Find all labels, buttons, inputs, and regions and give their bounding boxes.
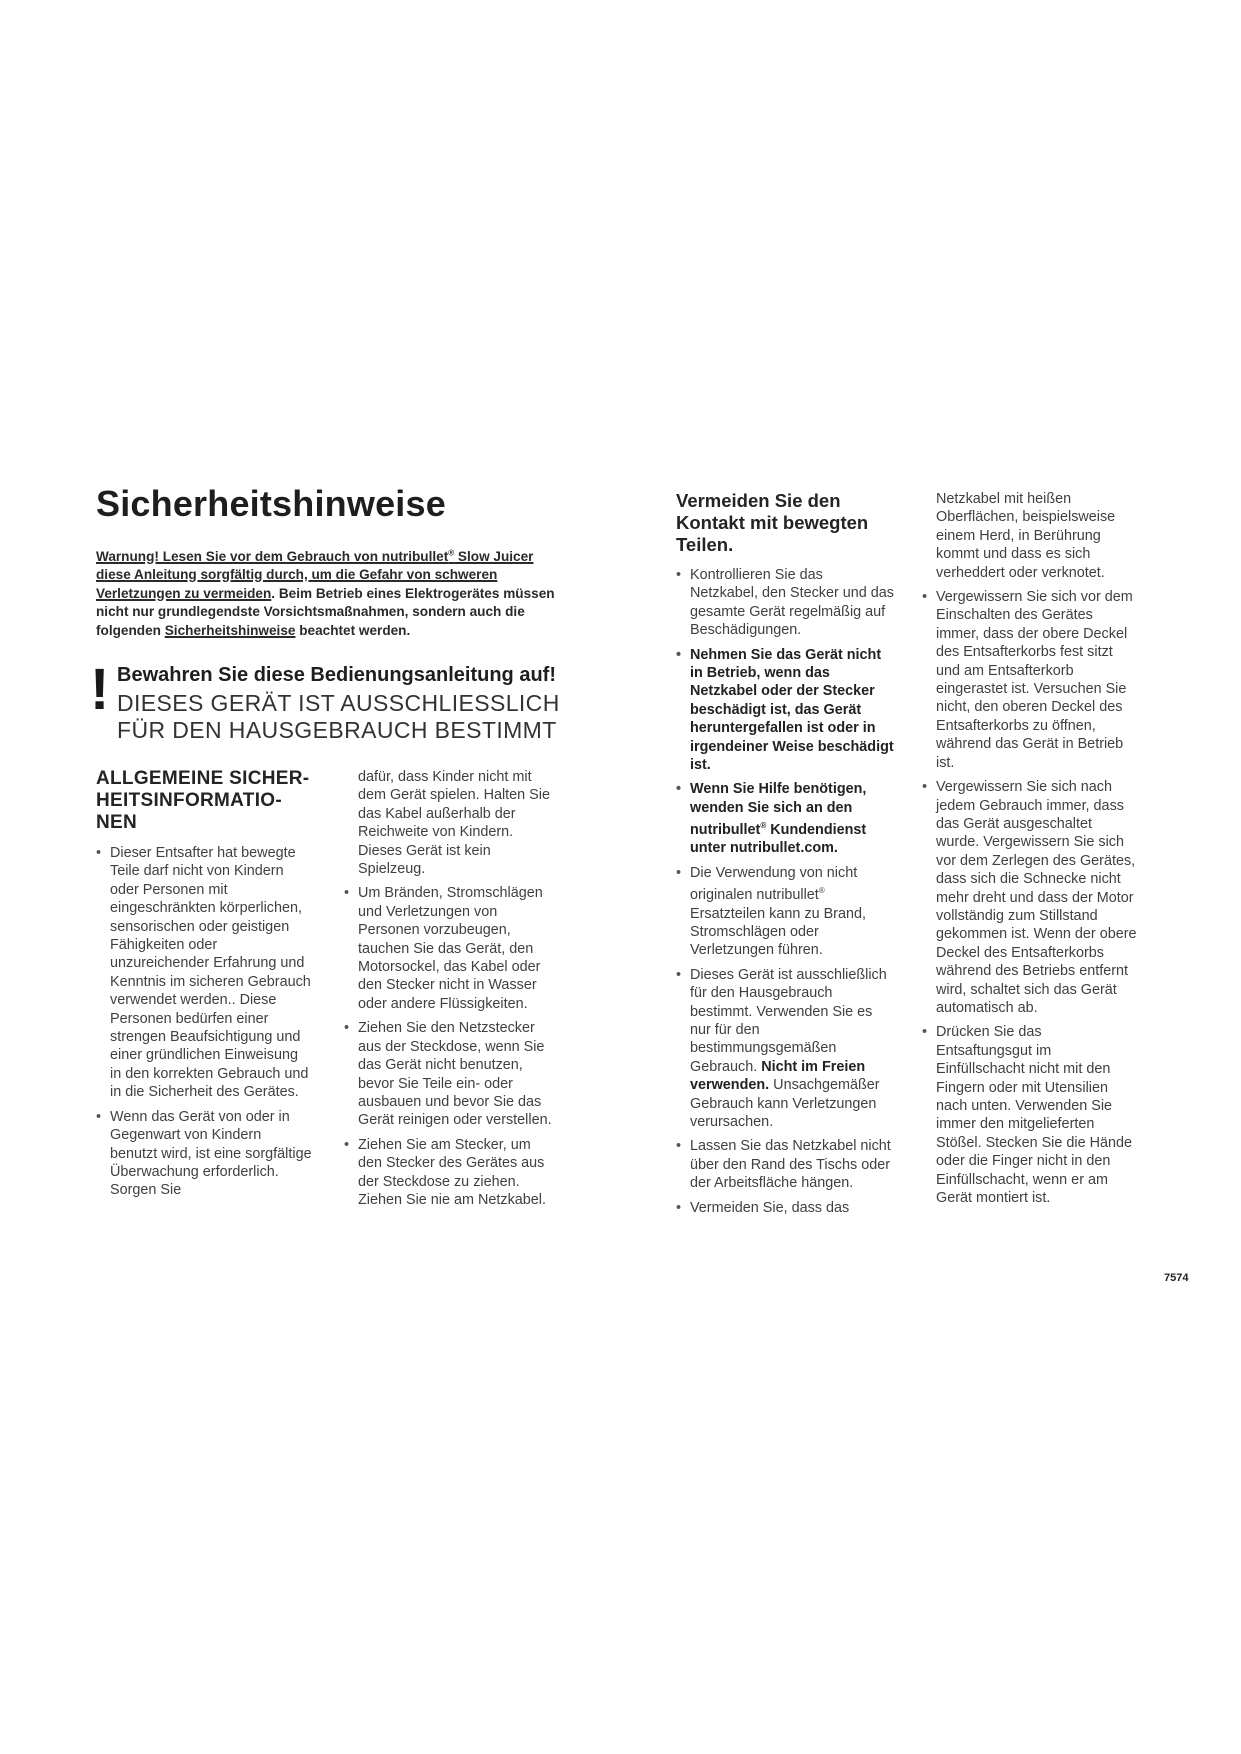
warning-intro: Warnung! Lesen Sie vor dem Gebrauch von nutribullet® Slow Juicer diese Anleitung sorgfältig durch, um die Gefahr von schweren Verletzungen zu vermeiden. Beim Betrieb eines Elektrogerätes müssen nicht nur grundlegendste Vorsichtsmaßnahmen, sondern auch die folgenden Sicherheitshinweise beachtet werden. xyxy=(96,548,555,638)
continued-text: dafür, dass Kinder nicht mit dem Gerät spielen. Halten Sie das Kabel außerhalb der Reichweite von Kindern. Dieses Gerät ist kein Spielzeug. xyxy=(358,769,550,878)
list-item: • Wenn Sie Hilfe benötigen, wenden Sie sich an den nutribullet® Kundendienst unter nutribullet.com. xyxy=(676,781,867,857)
list-item: • Ziehen Sie am Stecker, um den Stecker des Gerätes aus der Steckdose zu ziehen. Ziehen Sie nie am Netzkabel. xyxy=(344,1136,546,1208)
list-item: • Kontrollieren Sie das Netzkabel, den Stecker und das gesamte Gerät regelmäßig auf Beschädigungen. xyxy=(676,567,894,639)
list-item: • Die Verwendung von nicht originalen nutribullet® Ersatzteilen kann zu Brand, Stromschlägen oder Verletzungen führen. xyxy=(676,864,866,959)
safety-link-text: Sicherheitshinweise xyxy=(164,622,296,638)
general-safety-heading: ALLGEMEINE SICHER- HEITSINFORMATIO- NEN xyxy=(96,768,310,833)
moving-parts-list xyxy=(676,566,894,1217)
callout-lead: Bewahren Sie diese Bedienungsanleitung auf! xyxy=(117,664,556,686)
list-item: • Nehmen Sie das Gerät nicht in Betrieb, wenn das Netzkabel oder der Stecker beschädigt ist, das Gerät heruntergefallen ist oder in irgendeiner Weise beschädigt ist. xyxy=(676,646,894,774)
column-4 xyxy=(922,490,1138,1213)
column-1 xyxy=(96,768,312,1206)
list-item: • Dieser Entsafter hat bewegte Teile darf nicht von Kindern oder Personen mit eingeschränkten körperlichen, sensorischen oder geistigen Fähigkeiten oder unzureichender Erfahrung und Kenntnis im sicheren Gebrauch verwendet werden.. Diese Personen bedürfen einer strengen Beaufsichtigung und einer gründlichen Einweisung in den korrekten Gebrauch und in die Sicherheit des Gerätes. xyxy=(96,845,311,1101)
safety-list-4 xyxy=(922,588,1138,1207)
column-2 xyxy=(344,768,554,1215)
list-item: • Vermeiden Sie, dass das xyxy=(676,1199,850,1216)
list-item: • Drücken Sie das Entsaftungsgut im Einfüllschacht nicht mit den Fingern oder mit Utensilien nach unten. Verwenden Sie immer den mitgelieferten Stößel. Stecken Sie die Hände oder die Finger nicht in den Einfüllschacht, wenn er am Gerät montiert ist. xyxy=(922,1024,1132,1207)
list-item: • Vergewissern Sie sich nach jedem Gebrauch immer, dass das Gerät ausgeschaltet wurde. Vergewissern Sie sich vor dem Zerlegen des Gerätes, dass sich die Schnecke nicht mehr dreht und dass der Motor vollständig zum Stillstand gekommen ist. Wenn der obere Deckel des Entsafterkorbs während des Betriebs entfernt wird, schaltet sich das Gerät automatisch ab. xyxy=(922,779,1137,1016)
page-number: 7574 xyxy=(1164,1272,1189,1284)
continued-text: Netzkabel mit heißen Oberflächen, beispielsweise einem Herd, in Berührung kommt und dass es sich verheddert oder verknotet. xyxy=(936,491,1116,581)
list-item: • Vergewissern Sie sich vor dem Einschalten des Gerätes immer, dass der obere Deckel des Entsafterkorbs fest sitzt und am Entsafterkorb eingerastet ist. Versuchen Sie nicht, den oberen Deckel des Entsafterkorbs zu öffnen, während das Gerät in Betrieb ist. xyxy=(922,589,1133,771)
list-item: • Ziehen Sie den Netzstecker aus der Steckdose, wenn Sie das Gerät nicht benutzen, bevor Sie Teile ein- oder ausbauen und bevor Sie das Gerät reinigen oder verstellen. xyxy=(344,1020,552,1129)
page-title: Sicherheitshinweise xyxy=(96,483,446,524)
exclamation-icon: ! xyxy=(90,657,110,722)
column-3 xyxy=(676,490,894,1223)
list-item: • Wenn das Gerät von oder in Gegenwart von Kindern benutzt wird, ist eine sorgfältige Überwachung erforderlich. Sorgen Sie xyxy=(96,1108,312,1199)
general-safety-list xyxy=(96,844,312,1200)
moving-parts-heading: Vermeiden Sie den Kontakt mit bewegten Teilen. xyxy=(676,490,869,555)
list-item: • Um Bränden, Stromschlägen und Verletzungen von Personen vorzubeugen, tauchen Sie das Gerät, den Motorsockel, das Kabel oder den Stecker nicht in Wasser oder andere Flüssigkeiten. xyxy=(344,885,543,1012)
safety-list-2 xyxy=(344,884,554,1209)
callout-household-notice: DIESES GERÄT IST AUSSCHLIESSLICH FÜR DEN HAUSGEBRAUCH BESTIMMT xyxy=(117,690,560,743)
list-item: • Lassen Sie das Netzkabel nicht über den Rand des Tischs oder der Arbeitsfläche hängen. xyxy=(676,1138,891,1192)
warning-underlined-text: Warnung! Lesen Sie vor dem Gebrauch von nutribullet® Slow Juicer diese Anleitung sorgfältig durch, um die Gefahr von schweren Verletzungen zu vermeiden xyxy=(96,548,534,601)
list-item: • Dieses Gerät ist ausschließlich für den Hausgebrauch bestimmt. Verwenden Sie es nur für den bestimmungsgemäßen Gebrauch. Nicht im Freien verwenden. Unsachgemäßer Gebrauch kann Verletzungen verursachen. xyxy=(676,966,887,1130)
